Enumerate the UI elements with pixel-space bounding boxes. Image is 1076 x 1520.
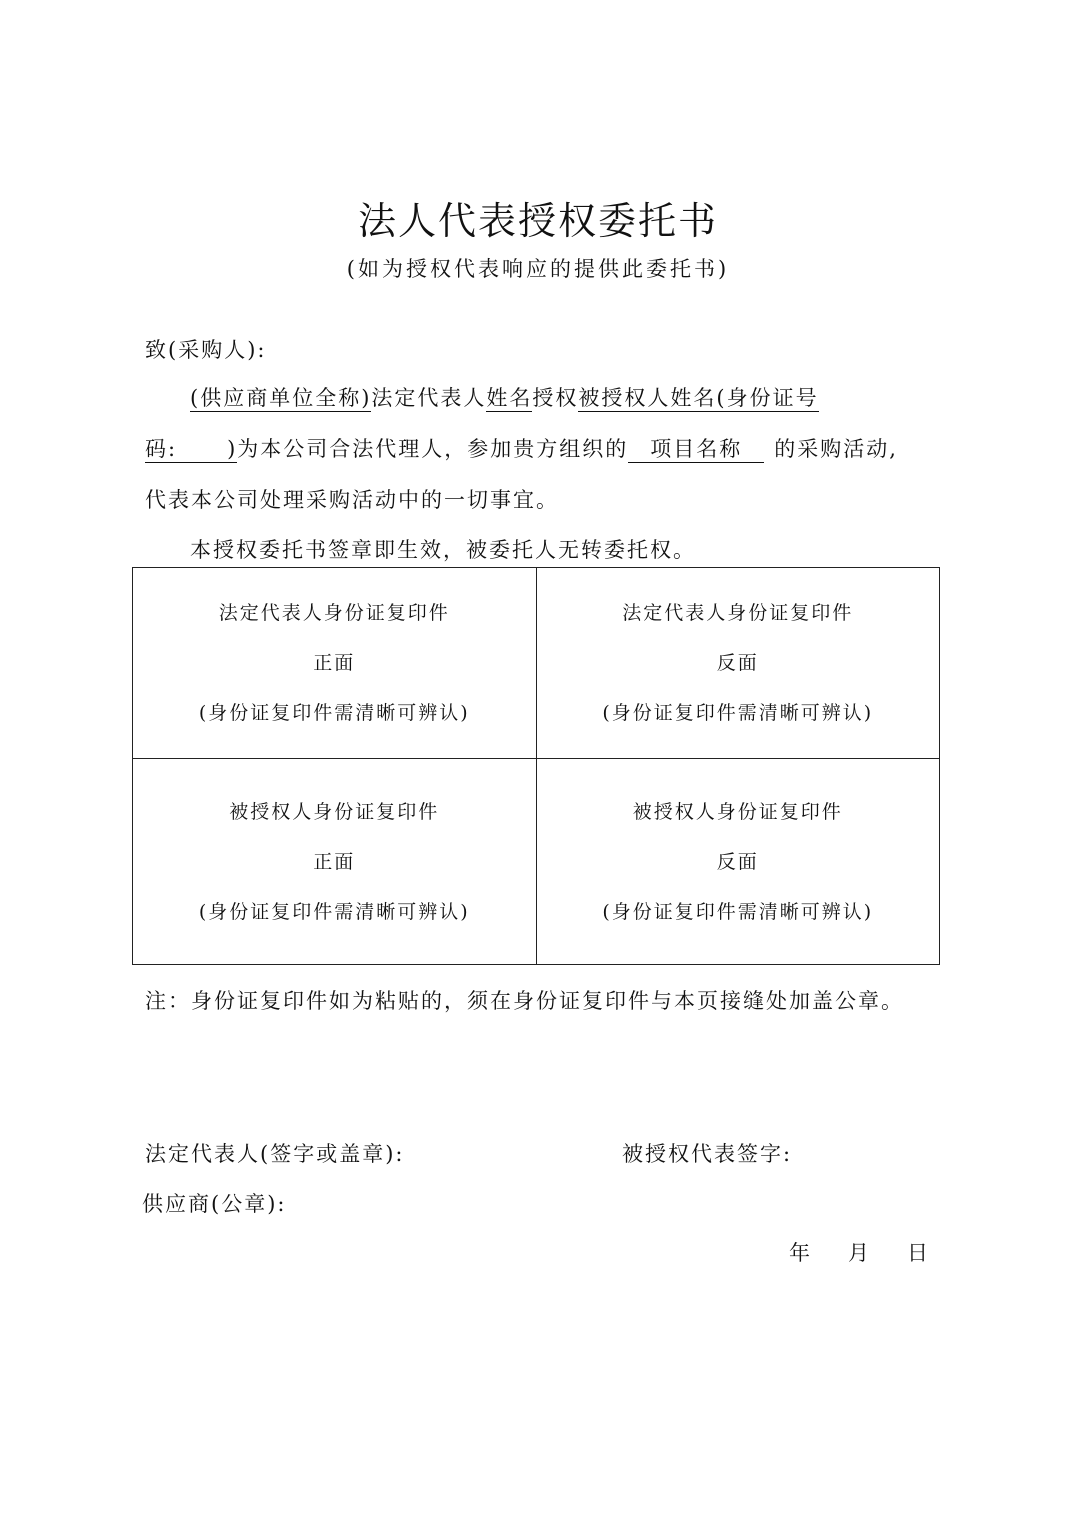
document-subtitle: (如为授权代表响应的提供此委托书): [346, 257, 730, 281]
supplier-seal-label: 供应商(公章):: [142, 1192, 287, 1216]
id-number-field: 码: ): [145, 437, 238, 461]
cell-note: (身份证复印件需清晰可辨认): [602, 702, 874, 724]
cell-label: 法定代表人身份证复印件: [622, 602, 854, 624]
company-placeholder: (供应商单位全称): [190, 386, 372, 410]
cell-note: (身份证复印件需清晰可辨认): [198, 900, 470, 923]
legal-rep-id-back-cell: [536, 568, 940, 759]
paragraph1-line3: 代表本公司处理采购活动中的一切事宜。: [145, 488, 559, 512]
cell-label: 被授权人身份证复印件: [632, 800, 843, 823]
paragraph1-line1: [190, 382, 819, 412]
date-day-label: 日: [907, 1241, 930, 1265]
legal-rep-id-front-cell: [133, 568, 537, 759]
cell-side: 反面: [716, 850, 759, 873]
legal-rep-signature-label: 法定代表人(签字或盖章):: [145, 1142, 405, 1166]
cell-label: 法定代表人身份证复印件: [218, 602, 450, 624]
agent-name-placeholder: 被授权人姓名(身份证号: [578, 386, 819, 410]
id-copy-table: [132, 567, 940, 965]
cell-note: (身份证复印件需清晰可辨认): [198, 702, 470, 724]
id-copy-note: 注：身份证复印件如为粘贴的，须在身份证复印件与本页接缝处加盖公章。: [145, 989, 904, 1013]
paragraph1-line2: [145, 433, 898, 463]
cell-side: 正面: [313, 850, 356, 873]
cell-note: (身份证复印件需清晰可辨认): [602, 900, 874, 923]
cell-label: 被授权人身份证复印件: [229, 800, 440, 823]
paragraph1-text-a: 法定代表人: [371, 386, 487, 410]
date-year-label: 年: [789, 1241, 812, 1265]
rep-name-placeholder: 姓名: [486, 386, 533, 410]
paragraph1-text-c: 为本公司合法代理人，参加贵方组织的: [237, 437, 629, 461]
document-title: 法人代表授权委托书: [357, 199, 718, 243]
paragraph2: 本授权委托书签章即生效，被委托人无转委托权。: [190, 538, 696, 562]
cell-side: 正面: [313, 652, 356, 674]
paragraph1-text-b: 授权: [532, 386, 579, 410]
agent-id-back-cell: [536, 759, 940, 965]
agent-signature-label: 被授权代表签字:: [622, 1142, 793, 1166]
cell-side: 反面: [716, 652, 759, 674]
salutation: 致(采购人):: [145, 338, 267, 362]
agent-id-front-cell: [133, 759, 537, 965]
project-name-placeholder: 项目名称: [628, 437, 764, 463]
paragraph1-text-d: 的采购活动,: [774, 437, 898, 461]
date-month-label: 月: [848, 1241, 871, 1265]
